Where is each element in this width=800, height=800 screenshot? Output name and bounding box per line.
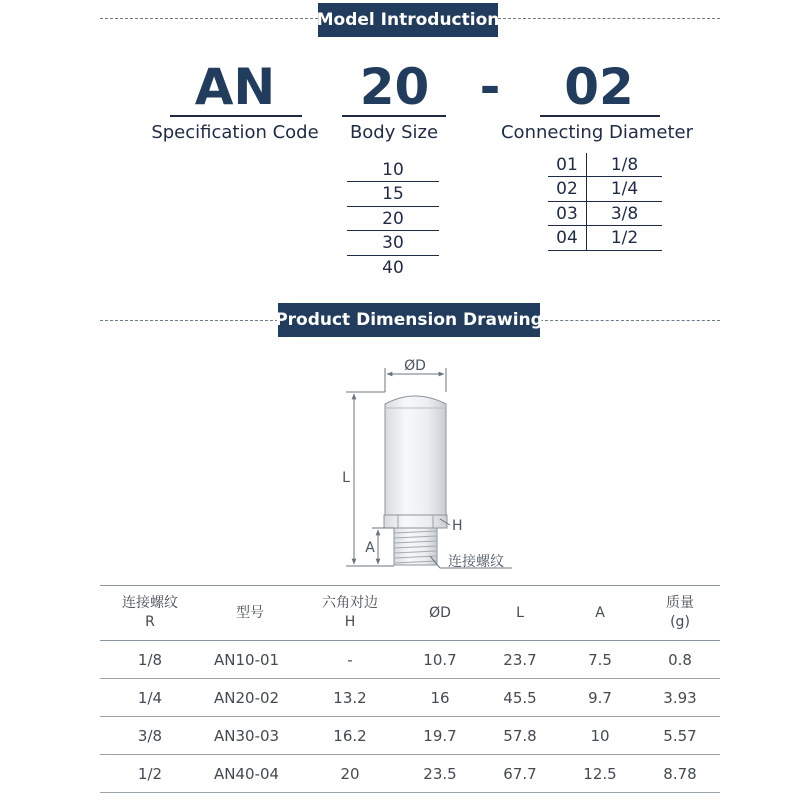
table-cell: AN10-01 [200,641,300,679]
connecting-option-size: 1/2 [610,228,639,249]
table-cell: 3/8 [100,717,200,755]
table-header: A [560,586,640,641]
table-cell: 10.7 [400,641,480,679]
body-size-code: 20 [359,58,430,116]
body-size-option: 30 [347,231,439,255]
product-dimension-drawing-banner: Product Dimension Drawing [278,303,540,337]
body-size-option: 15 [347,182,439,206]
table-cell: 23.5 [400,755,480,793]
table-row [100,641,720,679]
table-cell: 1/8 [100,641,200,679]
body-size-option: 40 [382,257,404,278]
dim-label-h: H [452,518,463,534]
body-size-option: 10 [347,158,439,182]
table-cell: 9.7 [560,679,640,717]
table-row [100,717,720,755]
table-cell: 16.2 [300,717,400,755]
table-cell: 16 [400,679,480,717]
dim-label-d: ØD [404,358,426,374]
table-row [100,679,720,717]
table-header: 连接螺纹 R [100,586,200,641]
spec-code: AN [194,58,276,116]
table-header: ØD [400,586,480,641]
connecting-diameter-label: Connecting Diameter [500,122,693,143]
connecting-option-size: 1/4 [610,179,639,200]
connecting-option-size: 1/8 [610,155,639,175]
table-cell: 45.5 [480,679,560,717]
table-cell: 12.5 [560,755,640,793]
table-cell: 0.8 [640,641,720,679]
table-cell: AN40-04 [200,755,300,793]
table-header: 质量 (g) [640,586,720,641]
code-separator: - [479,58,501,116]
table-header: L [480,586,560,641]
table-cell: 3.93 [640,679,720,717]
connecting-option-code: 03 [548,202,587,225]
table-header: 型号 [200,586,300,641]
table-cell: AN30-03 [200,717,300,755]
table-cell: 19.7 [400,717,480,755]
thread-label: 连接螺纹 [448,554,504,570]
filter-body [385,396,446,515]
connecting-option-size: 3/8 [610,203,639,224]
connecting-option-code: 04 [548,226,587,249]
hex-nut [384,515,447,528]
table-cell: 1/4 [100,679,200,717]
table-header: 六角对边 H [300,586,400,641]
spec-code-label: Specification Code [151,122,319,143]
table-header-row [100,586,720,641]
spec-table [100,585,720,793]
table-cell: 13.2 [300,679,400,717]
model-introduction-banner: Model Introduction [318,3,498,37]
table-cell: AN20-02 [200,679,300,717]
table-cell: 67.7 [480,755,560,793]
table-cell: 23.7 [480,641,560,679]
table-cell: 8.78 [640,755,720,793]
table-cell: 10 [560,717,640,755]
connecting-diameter-code: 02 [564,58,634,116]
body-size-option: 20 [347,207,439,231]
connecting-option-code: 01 [548,153,587,176]
dim-label-l: L [342,470,350,486]
connecting-option-code: 02 [548,177,587,200]
table-cell: - [300,641,400,679]
table-cell: 20 [300,755,400,793]
body-size-label: Body Size [349,122,439,143]
table-cell: 5.57 [640,717,720,755]
dim-label-a: A [365,540,375,556]
table-cell: 7.5 [560,641,640,679]
table-cell: 1/2 [100,755,200,793]
table-row [100,755,720,793]
table-cell: 57.8 [480,717,560,755]
